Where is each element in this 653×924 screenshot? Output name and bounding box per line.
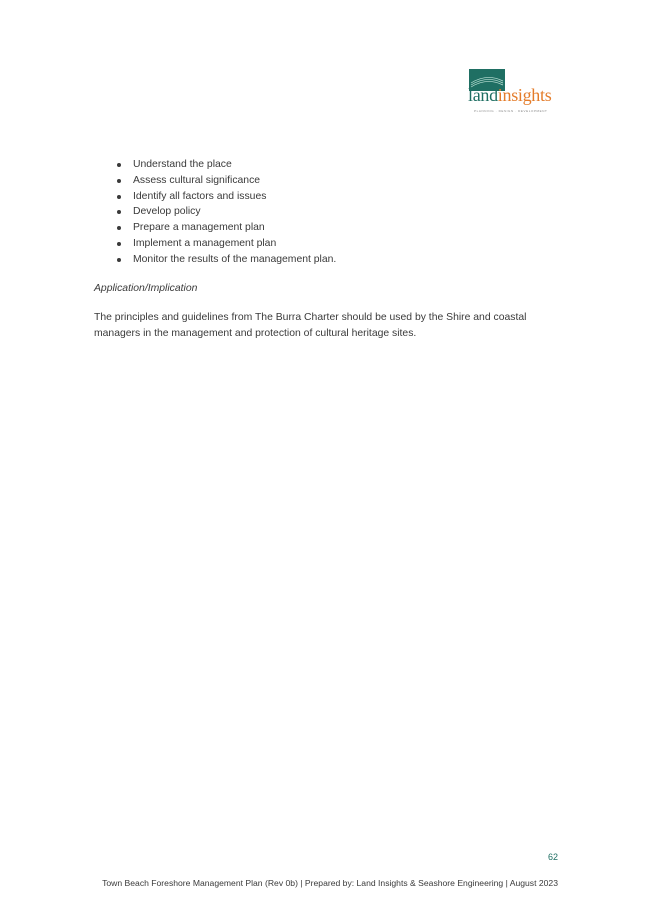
bullet-item: Prepare a management plan [94,220,336,236]
page-number: 62 [548,852,559,862]
bullet-item: Identify all factors and issues [94,189,336,205]
bullet-item: Develop policy [94,204,336,220]
logo-wordmark [468,85,551,105]
process-bullet-list [94,157,336,268]
bullet-item: Monitor the results of the management plan. [94,252,336,268]
body-paragraph: The principles and guidelines from The Burra Charter should be used by the Shire and coastal managers in the management and protection of cultural heritage sites. [94,312,527,339]
bullet-item: Understand the place [94,157,336,173]
logo-tagline: PLANNING · DESIGN · DEVELOPMENT [474,109,548,113]
bullet-item: Implement a management plan [94,236,336,252]
section-subheading: Application/Implication [94,283,198,294]
bullet-item: Assess cultural significance [94,173,336,189]
page-footer: Town Beach Foreshore Management Plan (Rev 0b) | Prepared by: Land Insights & Seashore Engineering | August 2023 [102,878,558,888]
logo-word-land: land [468,85,498,105]
land-insights-logo [468,68,564,116]
logo-word-insights: insights [497,85,552,105]
